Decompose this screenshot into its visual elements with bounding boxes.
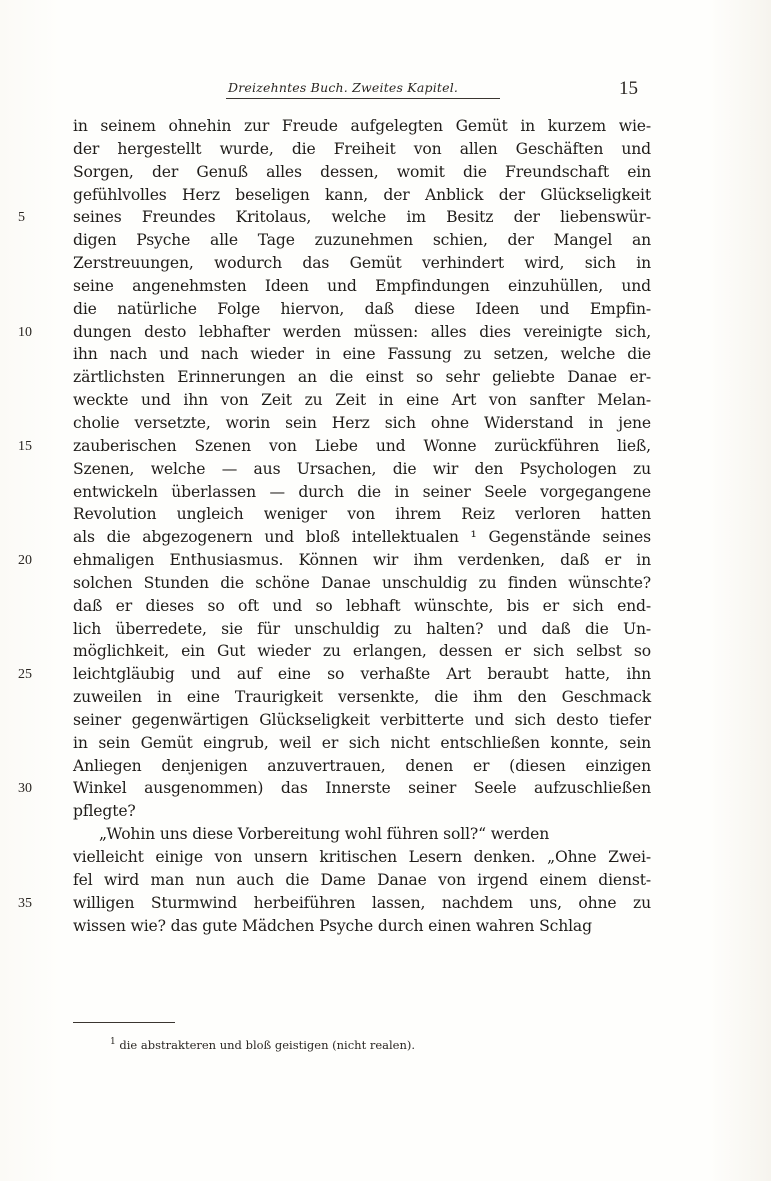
text-line — [73, 481, 651, 504]
page-number: 15 — [619, 78, 638, 99]
text-line — [73, 412, 651, 435]
line-text: entwickeln überlassen — durch die in seiner Seele vorgegangene — [73, 482, 651, 501]
line-text: pflegte? — [73, 802, 136, 821]
line-text: ehmaligen Enthusiasmus. Können wir ihm verdenken, daß er in — [73, 551, 651, 570]
line-number: 5 — [18, 210, 25, 226]
text-line — [73, 800, 651, 823]
text-line — [73, 343, 651, 366]
text-line — [18, 663, 651, 686]
line-text: willigen Sturmwind herbeiführen lassen, nachdem uns, ohne zu — [73, 893, 651, 912]
line-number: 25 — [18, 667, 32, 683]
line-text: ihn nach und nach wieder in eine Fassung zu setzen, welche die — [73, 345, 651, 364]
body-text — [18, 115, 651, 937]
line-text: Szenen, welche — aus Ursachen, die wir den Psychologen zu — [73, 459, 651, 478]
line-text: gefühlvolles Herz beseligen kann, der Anblick der Glückseligkeit — [73, 185, 651, 204]
text-line — [73, 184, 651, 207]
text-line — [73, 366, 651, 389]
line-text: seines Freundes Kritolaus, welche im Besitz der liebenswür- — [73, 208, 651, 227]
line-text: Anliegen denjenigen anzuvertrauen, denen er (diesen einzigen — [73, 756, 651, 775]
text-line — [18, 321, 651, 344]
footnote-text: die abstrakteren und bloß geistigen (nicht realen). — [119, 1038, 416, 1052]
line-text: in seinem ohnehin zur Freude aufgelegten Gemüt in kurzem wie- — [73, 117, 651, 135]
footnote-marker: 1 — [110, 1037, 116, 1048]
footnote — [110, 1038, 415, 1052]
text-line — [18, 206, 651, 229]
line-text: zärtlichsten Erinnerungen an die einst so sehr geliebte Danae er- — [73, 368, 651, 387]
text-line — [73, 846, 651, 869]
text-line — [73, 275, 651, 298]
line-text: dungen desto lebhafter werden müssen: alles dies vereinigte sich, — [73, 322, 651, 341]
running-head: Dreizehntes Buch. Zweites Kapitel. — [228, 80, 459, 95]
line-text: Sorgen, der Genuß alles dessen, womit die Freundschaft ein — [73, 162, 651, 181]
line-text: solchen Stunden die schöne Danae unschuldig zu finden wünschte? — [73, 573, 651, 592]
line-text: Winkel ausgenommen) das Innerste seiner Seele aufzuschließen — [73, 779, 651, 798]
footnote-rule — [73, 1022, 175, 1023]
text-line — [73, 572, 651, 595]
text-line — [73, 458, 651, 481]
text-line — [18, 777, 651, 800]
text-line — [73, 229, 651, 252]
line-number: 10 — [18, 324, 32, 340]
line-text: leichtgläubig und auf eine so verhaßte Art beraubt hatte, ihn — [73, 665, 651, 684]
line-text: cholie versetzte, worin sein Herz sich ohne Widerstand in jene — [73, 413, 651, 432]
text-line — [18, 892, 651, 915]
line-text: wissen wie? das gute Mädchen Psyche durch einen wahren Schlag — [73, 916, 592, 935]
line-number: 35 — [18, 895, 32, 911]
text-line — [73, 138, 651, 161]
text-line — [73, 686, 651, 709]
header-rule — [226, 98, 500, 99]
text-line — [73, 755, 651, 778]
line-text: Zerstreuungen, wodurch das Gemüt verhindert wird, sich in — [73, 254, 651, 273]
line-text: daß er dieses so oft und so lebhaft wünschte, bis er sich end- — [73, 596, 651, 615]
text-line — [73, 252, 651, 275]
text-line — [73, 823, 651, 846]
text-line — [73, 709, 651, 732]
text-line — [18, 435, 651, 458]
line-text: möglichkeit, ein Gut wieder zu erlangen, dessen er sich selbst so — [73, 642, 651, 661]
line-text: seine angenehmsten Ideen und Empfindungen einzuhüllen, und — [73, 276, 651, 295]
line-text: Revolution ungleich weniger von ihrem Reiz verloren hatten — [73, 505, 651, 524]
line-text: digen Psyche alle Tage zuzunehmen schien, der Mangel an — [73, 231, 651, 250]
text-line — [73, 869, 651, 892]
line-text: die natürliche Folge hiervon, daß diese Ideen und Empfin- — [73, 299, 651, 318]
line-text: weckte und ihn von Zeit zu Zeit in eine Art von sanfter Melan- — [73, 391, 651, 410]
line-text: seiner gegenwärtigen Glückseligkeit verbitterte und sich desto tiefer — [73, 710, 651, 729]
text-line — [73, 732, 651, 755]
line-number: 20 — [18, 553, 32, 569]
line-text: „Wohin uns diese Vorbereitung wohl führen soll?“ werden — [99, 825, 550, 844]
text-line — [73, 640, 651, 663]
text-line — [73, 526, 651, 549]
line-text: in sein Gemüt eingrub, weil er sich nicht entschließen konnte, sein — [73, 733, 651, 752]
line-text: der hergestellt wurde, die Freiheit von allen Geschäften und — [73, 139, 651, 158]
text-line — [73, 618, 651, 641]
text-line — [73, 503, 651, 526]
line-number: 15 — [18, 438, 32, 454]
line-text: fel wird man nun auch die Dame Danae von irgend einem dienst- — [73, 870, 651, 889]
text-line — [73, 389, 651, 412]
line-text: als die abgezogenern und bloß intellektualen ¹ Gegenstände seines — [73, 528, 651, 547]
line-text: vielleicht einige von unsern kritischen Lesern denken. „Ohne Zwei- — [73, 848, 651, 866]
page-header — [228, 76, 638, 102]
text-line — [73, 161, 651, 184]
line-number: 30 — [18, 781, 32, 797]
text-line — [73, 595, 651, 618]
text-line — [73, 915, 651, 938]
line-text: zuweilen in eine Traurigkeit versenkte, die ihm den Geschmack — [73, 688, 651, 707]
text-line — [18, 549, 651, 572]
line-text: lich überredete, sie für unschuldig zu halten? und daß die Un- — [73, 619, 651, 638]
line-text: zauberischen Szenen von Liebe und Wonne zurückführen ließ, — [73, 436, 651, 455]
text-line — [73, 115, 651, 138]
text-line — [73, 298, 651, 321]
